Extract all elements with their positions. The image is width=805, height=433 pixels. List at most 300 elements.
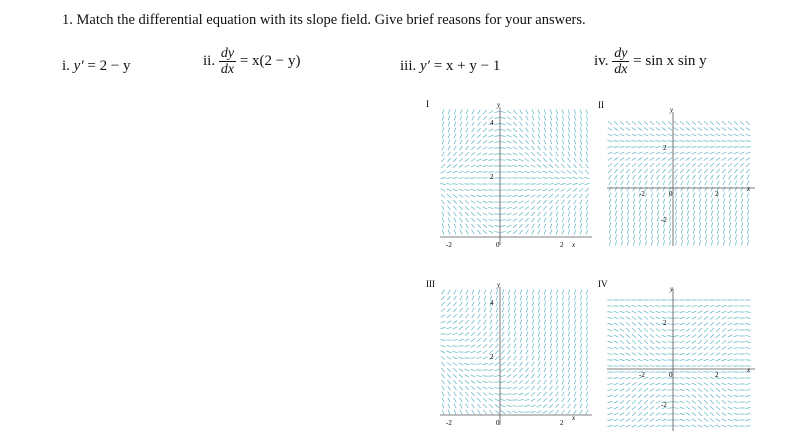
slope-segment [710, 328, 714, 332]
slope-segment [692, 134, 697, 136]
slope-segment [651, 217, 652, 222]
slope-segment [538, 116, 540, 121]
slope-segment [681, 228, 682, 233]
slope-segment [645, 187, 647, 192]
slope-segment [543, 158, 547, 162]
slope-segment [586, 152, 588, 157]
slope-segment [568, 325, 569, 330]
slope-segment [460, 296, 463, 301]
slope-segment [686, 419, 691, 421]
slope-segment [568, 368, 570, 373]
slope-segment [607, 312, 612, 313]
slope-segment [686, 329, 690, 332]
slope-segment [586, 386, 588, 391]
slope-segment [586, 337, 587, 342]
slope-segment [471, 140, 474, 144]
slope-segment [693, 240, 694, 245]
slope-segment [687, 240, 688, 245]
slope-segment [581, 301, 582, 306]
slope-segment [441, 290, 444, 294]
slope-segment [586, 331, 587, 336]
slope-segment [692, 322, 696, 325]
slope-segment [581, 115, 582, 120]
slope-segment [626, 121, 630, 125]
slope-segment [542, 178, 547, 179]
slope-segment [477, 201, 482, 203]
slope-segment [501, 369, 505, 372]
slope-segment [669, 181, 672, 186]
slope-segment [448, 140, 450, 145]
slope-segment [667, 147, 672, 148]
slope-segment [607, 335, 612, 336]
slope-segment [747, 228, 748, 233]
slope-segments [440, 289, 588, 414]
slope-segment [668, 128, 672, 131]
slope-segment [520, 308, 522, 313]
slope-segment [661, 306, 666, 307]
slope-segment [704, 316, 708, 319]
slope-segment [692, 353, 697, 355]
eq-denominator: dx [614, 62, 628, 77]
slope-segment [489, 363, 494, 365]
slope-segment [530, 178, 535, 179]
slope-segment [531, 165, 536, 168]
slope-segment [471, 201, 475, 204]
slope-segment [710, 346, 714, 349]
slope-segment [525, 165, 530, 167]
slope-segment [471, 332, 475, 336]
slope-segment [644, 328, 648, 332]
slope-segment [453, 368, 457, 371]
slope-segment [453, 308, 456, 312]
slope-segment [538, 332, 540, 337]
slope-segment [477, 134, 481, 138]
slope-segment [650, 394, 654, 397]
slope-segment [488, 196, 493, 197]
slope-segment [500, 381, 505, 382]
slope-segment [580, 349, 581, 354]
slope-segment [544, 301, 545, 306]
slope-segment [657, 175, 660, 179]
slope-segment [656, 389, 661, 391]
slope-segment [544, 356, 546, 361]
slope-segment [580, 127, 581, 132]
slope-segment [556, 392, 559, 396]
slope-segment [537, 200, 541, 204]
slope-segment [513, 219, 517, 222]
slope-segment [525, 159, 529, 162]
slope-segment [490, 332, 493, 336]
slope-segment [733, 426, 738, 427]
slope-segment [621, 175, 624, 179]
slope-segment [530, 184, 535, 185]
slope-segment [614, 353, 619, 355]
slope-segment [441, 189, 446, 192]
slope-segment [631, 366, 636, 367]
slope-segment [631, 147, 636, 148]
slope-segment [645, 234, 646, 239]
slope-segment [495, 404, 499, 407]
slope-segment [633, 240, 634, 245]
slope-segment [607, 323, 612, 324]
slope-segment [476, 364, 481, 365]
slope-segment [460, 110, 462, 115]
slope-segment [625, 141, 630, 142]
slope-segment [656, 407, 660, 410]
slope-segment [538, 362, 540, 367]
slope-segment [471, 351, 476, 353]
slope-segment [638, 316, 642, 319]
slope-segment [586, 139, 587, 144]
slope-segment [483, 207, 488, 209]
slope-segment [477, 332, 480, 336]
slope-segment [662, 163, 666, 167]
slope-segment [681, 193, 683, 198]
slope-segment [490, 308, 492, 313]
slope-segment [454, 146, 457, 150]
slope-segment [679, 360, 684, 361]
slope-segment [716, 152, 721, 154]
slope-segment [472, 128, 475, 132]
slope-segment [680, 341, 685, 343]
slope-segment [544, 374, 547, 379]
slope-segment [489, 404, 493, 408]
slope-segment [728, 413, 733, 415]
slope-segment [442, 230, 444, 235]
slope-segment [626, 419, 630, 422]
slope-segment [607, 317, 612, 318]
slope-segment [734, 158, 738, 161]
slope-segment [699, 205, 701, 210]
slope-segment [542, 184, 547, 185]
slope-segment [514, 314, 516, 319]
slope-segment [692, 340, 696, 343]
slope-segment [586, 368, 588, 373]
slope-segment [625, 366, 630, 367]
slope-segment [477, 387, 481, 390]
slope-segment [525, 134, 528, 138]
slope-segment [733, 389, 738, 390]
slope-segment [632, 322, 636, 325]
slope-segment [626, 152, 631, 154]
slope-segment [679, 353, 684, 354]
slope-segment [472, 116, 474, 121]
slope-segment [698, 419, 702, 422]
slope-segment [525, 195, 530, 197]
slope-segment [662, 395, 667, 397]
slope-segment [441, 308, 445, 311]
slope-segment [448, 218, 450, 223]
slope-segment [581, 289, 582, 294]
slope-segment [537, 398, 541, 401]
slope-segment [550, 218, 552, 223]
slope-segment [675, 181, 678, 186]
slope-segment [459, 314, 462, 318]
slope-segment [483, 201, 488, 203]
slope-segment [560, 183, 565, 184]
slope-segment [446, 178, 451, 179]
slope-segment [745, 360, 750, 361]
slope-segment [459, 165, 463, 168]
slope-segment [655, 147, 660, 148]
slope-segment [691, 372, 696, 373]
slope-segment [464, 178, 469, 179]
slope-segment [716, 406, 720, 409]
slope-segment [502, 344, 505, 348]
slope-segment [667, 408, 672, 409]
slope-segment [651, 193, 653, 198]
slope-segment [550, 374, 552, 379]
slope-segment [651, 228, 652, 233]
slope-segment [650, 328, 654, 331]
slope-segment [739, 141, 744, 142]
slope-segment [607, 141, 612, 142]
slope-segment [609, 181, 612, 186]
slope-segment [466, 128, 468, 133]
slope-segment [507, 368, 511, 371]
slope-segment [657, 193, 659, 198]
slope-segment [544, 368, 546, 373]
slope-segment [555, 164, 559, 168]
slope-segment [675, 234, 676, 239]
slope-segment [722, 389, 726, 392]
slope-segment [651, 234, 652, 239]
slope-segment [471, 206, 475, 209]
slope-segment [580, 331, 581, 336]
slope-segment [489, 398, 493, 401]
slope-segment [632, 328, 636, 332]
slope-segment [627, 217, 628, 222]
slope-segment [483, 219, 487, 222]
slope-segment [506, 159, 511, 160]
slope-segment [722, 121, 726, 125]
slope-segment [586, 158, 588, 163]
slope-segment [632, 163, 636, 167]
slope-segment [568, 229, 569, 234]
slope-segment [733, 335, 738, 336]
slope-segment [477, 326, 480, 330]
slope-segment [532, 332, 534, 337]
slope-segment [723, 217, 724, 222]
slope-segment [607, 419, 612, 420]
slope-segment [607, 384, 612, 385]
slope-segment [620, 163, 624, 167]
slope-segment [544, 362, 546, 367]
slope-segment [699, 181, 702, 186]
slope-segment [697, 305, 702, 306]
slope-segment [657, 234, 658, 239]
slope-segment [483, 224, 487, 227]
slope-segment [586, 146, 588, 151]
slope-segment [574, 343, 575, 348]
slope-segment [532, 362, 535, 367]
slope-segment [621, 234, 622, 239]
slope-segment [544, 380, 547, 384]
slope-segment [633, 181, 636, 186]
slope-segment [679, 141, 684, 142]
slope-segment [620, 121, 624, 125]
slope-segment [711, 217, 712, 222]
slope-segment [692, 389, 696, 392]
slope-segment [520, 362, 523, 366]
slope-segment [507, 123, 512, 126]
slope-segment [568, 152, 570, 157]
slope-segment [537, 158, 541, 162]
slope-segment [556, 313, 557, 318]
slope-segment [453, 152, 456, 156]
slope-segment [674, 121, 678, 125]
slope-segment [586, 380, 588, 385]
slope-segment [619, 372, 624, 373]
slope-segment [675, 175, 678, 179]
slope-segment [459, 206, 462, 210]
slope-segment [620, 323, 624, 326]
slope-segment [543, 194, 547, 197]
slope-segment [543, 411, 548, 414]
slope-segment [729, 193, 731, 198]
slope-segment [490, 314, 492, 319]
slope-segment [673, 336, 678, 337]
slope-segment [581, 307, 582, 312]
slope-segment [627, 181, 630, 186]
slope-segment [454, 296, 457, 300]
slope-segment [673, 408, 678, 409]
slope-segment [639, 228, 640, 233]
slope-segment [448, 398, 450, 403]
slope-segment [740, 134, 745, 136]
slope-segment [728, 401, 733, 403]
slope-segment [716, 425, 721, 427]
slope-segment [454, 398, 457, 403]
slope-segment [513, 213, 518, 216]
slope-segment [680, 128, 684, 131]
slope-segment [729, 240, 730, 245]
slope-segment [644, 322, 648, 325]
slope-segment [496, 332, 499, 336]
slope-segment [727, 311, 732, 312]
slope-segment [692, 425, 697, 427]
slope-segment [717, 211, 719, 216]
slope-segment [448, 380, 451, 384]
slope-segment [728, 317, 733, 319]
slope-segment [632, 316, 636, 319]
slope-segment [446, 184, 451, 185]
slope-segment [651, 240, 652, 245]
slope-segment [685, 306, 690, 307]
slope-segment [680, 407, 685, 409]
slope-segment [484, 308, 486, 313]
slope-segment [716, 334, 720, 337]
slope-segment [465, 171, 470, 173]
slope-segment [494, 226, 499, 227]
slope-segment [692, 121, 696, 125]
slope-segment [580, 380, 582, 385]
slope-segment [632, 128, 636, 131]
slope-segment [562, 295, 563, 300]
slope-segment [543, 164, 547, 167]
slope-segment [562, 392, 565, 397]
slope-segment [518, 399, 523, 400]
slope-segment [532, 350, 534, 355]
slope-segment [459, 369, 463, 372]
slope-segment [586, 319, 587, 324]
slope-segment [520, 289, 521, 294]
slope-segment [580, 368, 582, 373]
slope-segment [524, 405, 529, 406]
slope-segment [746, 134, 751, 136]
slope-segment [454, 386, 457, 390]
slope-segment [454, 410, 456, 415]
slope-segment [728, 169, 731, 173]
slope-segment [710, 152, 715, 154]
slope-segment [704, 359, 709, 361]
slope-segment [722, 128, 726, 131]
slope-segment [501, 405, 506, 407]
tick-label: -2 [639, 190, 645, 198]
slope-segment [661, 378, 666, 379]
slope-segment [733, 401, 738, 402]
slope-segment [675, 187, 677, 192]
slope-segment [609, 205, 611, 210]
equation-i [62, 58, 131, 75]
slope-segment [656, 323, 661, 326]
slope-segment [488, 159, 493, 160]
slope-segment [585, 170, 589, 173]
slope-segment [496, 338, 499, 342]
slope-segment [626, 400, 630, 403]
slope-segments [607, 300, 750, 427]
slope-segment [488, 201, 493, 202]
slope-segment [538, 128, 540, 133]
slope-segment [745, 312, 750, 313]
slope-segment [448, 404, 450, 409]
slope-segment [472, 296, 474, 301]
slope-segment [581, 295, 582, 300]
slope-segment [649, 305, 654, 306]
slope-segment [614, 152, 619, 154]
slope-segment [632, 425, 637, 427]
slope-segment [579, 188, 583, 191]
slope-segment [722, 395, 726, 398]
slope-segment [633, 228, 634, 233]
slope-segment [454, 128, 456, 133]
slope-segment [500, 220, 505, 221]
slope-segment [484, 326, 487, 330]
slope-segment [526, 295, 527, 300]
slope-segment [644, 400, 648, 404]
slope-segment [447, 362, 451, 365]
slope-segment [520, 332, 522, 337]
slope-segment [662, 389, 667, 391]
slope-segment [482, 370, 487, 371]
slope-segment [680, 158, 684, 161]
slope-segment [614, 128, 618, 131]
slope-segment [621, 211, 623, 216]
slope-segment [639, 205, 641, 210]
slope-segment [550, 386, 553, 390]
slope-segment [607, 360, 612, 361]
slope-segment [650, 389, 654, 392]
slope-segment [686, 383, 691, 385]
slope-segment [567, 164, 570, 168]
slope-segment [526, 289, 527, 294]
slope-segment [531, 374, 534, 378]
slope-segment [459, 320, 463, 324]
slope-segment [697, 372, 702, 373]
slope-segment [441, 171, 446, 174]
slope-segment [669, 228, 670, 233]
slope-segment [615, 175, 618, 179]
